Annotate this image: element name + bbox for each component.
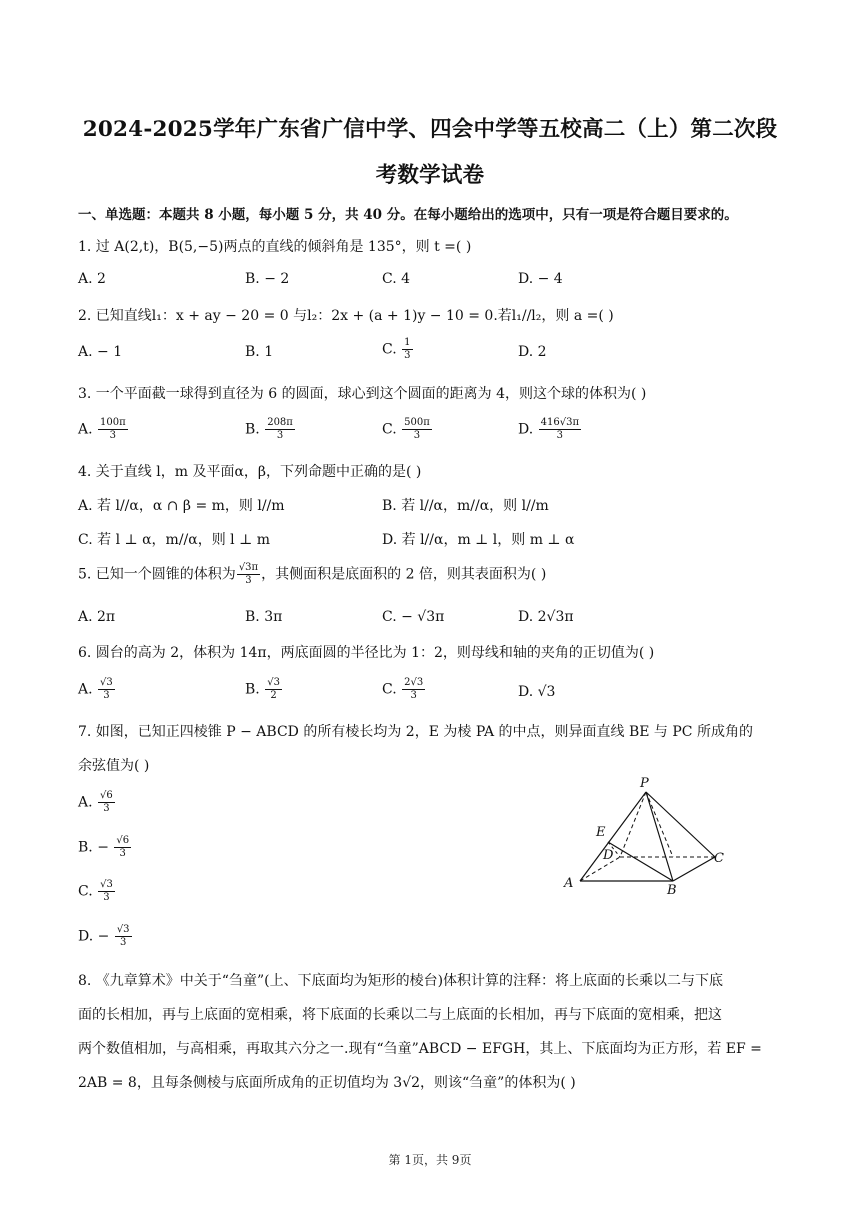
question-1-option-b: B. − 2 (245, 271, 290, 287)
question-4-option-d: D. 若 l//α，m ⊥ l，则 m ⊥ α (382, 532, 575, 548)
question-8-line-3: 两个数值相加，与高相乘，再取其六分之一.现有“刍童”ABCD − EFGH，其上、下底面均为正方形，若 EF = (78, 1041, 762, 1057)
label-a: A (564, 876, 574, 891)
question-1-option-a: A. 2 (78, 271, 106, 287)
question-6-option-b: B. $\frac{√3}{2}$ (245, 677, 280, 701)
question-7-option-a: A. $\frac{√6}{3}$ (78, 790, 113, 814)
question-7-option-d: D. − $\frac{√3}{3}$ (78, 924, 130, 948)
label-b: B (667, 883, 677, 898)
question-3-option-a: A. $\frac{100\pi}{3}$ (78, 417, 126, 441)
section-heading: 一、单选题：本题共 8 小题，每小题 5 分，共 40 分。在每小题给出的选项中，只有一项是符合题目要求的。 (78, 207, 738, 223)
question-4-stem: 4. 关于直线 l，m 及平面α，β，下列命题中正确的是( ) (78, 464, 422, 480)
question-5-option-a: A. 2π (78, 609, 116, 625)
label-d: D (603, 848, 614, 863)
question-1-stem: 1. 过 A(2,t)，B(5,−5)两点的直线的倾斜角是 135°，则 t =( ) (78, 239, 472, 255)
label-c: C (714, 851, 724, 866)
question-6-option-d: D. √3 (518, 684, 556, 700)
question-5-stem: 5. 已知一个圆锥的体积为 $\frac{√3\pi}{3}$ ，其侧面积是底面积的 2 倍，则其表面积为( ) (78, 562, 547, 586)
question-7-stem-line-2: 余弦值为( ) (78, 758, 150, 774)
question-7-stem-line-1: 7. 如图，已知正四棱锥 P − ABCD 的所有棱长均为 2，E 为棱 PA 的中点，则异面直线 BE 与 PC 所成角的 (78, 724, 753, 740)
question-2-option-d: D. 2 (518, 344, 547, 360)
edge-pd (620, 792, 646, 857)
question-4-option-c: C. 若 l ⊥ α，m//α，则 l ⊥ m (78, 532, 270, 548)
edge-ad (580, 857, 620, 881)
edge-pa (580, 792, 646, 881)
page-footer: 第 1页，共 9页 (388, 1153, 472, 1167)
question-3-stem: 3. 一个平面截一球得到直径为 6 的圆面，球心到这个圆面的距离为 4，则这个球的体积为( ) (78, 386, 647, 402)
question-7-option-c: C. $\frac{√3}{3}$ (78, 879, 113, 903)
question-3-option-d: D. $\frac{416√3\pi}{3}$ (518, 417, 580, 441)
question-7-option-b: B. − $\frac{√6}{3}$ (78, 835, 130, 859)
question-8-line-2: 面的长相加，再与上底面的宽相乘，将下底面的长乘以二与上底面的长相加，再与下底面的宽相乘，把这 (78, 1007, 722, 1023)
question-3-option-c: C. $\frac{500\pi}{3}$ (382, 417, 430, 441)
page-title-line-2: 考数学试卷 (375, 163, 485, 188)
question-2-option-a: A. − 1 (78, 344, 123, 360)
altitude-line (646, 792, 673, 857)
question-5-option-d: D. 2√3π (518, 609, 574, 625)
question-1-option-c: C. 4 (382, 271, 411, 287)
question-8-line-4: 2AB = 8，且每条侧棱与底面所成角的正切值均为 3√2，则该“刍童”的体积为( ) (78, 1075, 576, 1091)
label-p: P (640, 776, 649, 791)
edge-bc (673, 857, 715, 881)
label-e: E (596, 825, 606, 840)
question-4-option-a: A. 若 l//α，α ∩ β = m，则 l//m (78, 498, 285, 514)
question-5-option-b: B. 3π (245, 609, 283, 625)
question-1-option-d: D. − 4 (518, 271, 563, 287)
question-4-option-b: B. 若 l//α，m//α，则 l//m (382, 498, 549, 514)
question-6-option-c: C. $\frac{2√3}{3}$ (382, 677, 424, 701)
question-6-stem: 6. 圆台的高为 2，体积为 14π，两底面圆的半径比为 1：2，则母线和轴的夹角的正切值为( ) (78, 645, 655, 661)
question-2-option-c: C. $\frac{1}{3}$ (382, 337, 411, 361)
question-2-stem: 2. 已知直线l₁：x + ay − 20 = 0 与l₂：2x + (a + 1)y − 10 = 0.若l₁//l₂，则 a =( ) (78, 308, 614, 324)
question-6-option-a: A. $\frac{√3}{3}$ (78, 677, 113, 701)
page-title-line-1: 2024-2025学年广东省广信中学、四会中学等五校高二（上）第二次段 (82, 117, 778, 142)
question-8-line-1: 8. 《九章算术》中关于“刍童”(上、下底面均为矩形的棱台)体积计算的注释：将上底面的长乘以二与下底 (78, 973, 724, 989)
question-3-option-b: B. $\frac{208\pi}{3}$ (245, 417, 293, 441)
pyramid-figure (550, 770, 740, 900)
question-5-option-c: C. − √3π (382, 609, 445, 625)
question-2-option-b: B. 1 (245, 344, 274, 360)
